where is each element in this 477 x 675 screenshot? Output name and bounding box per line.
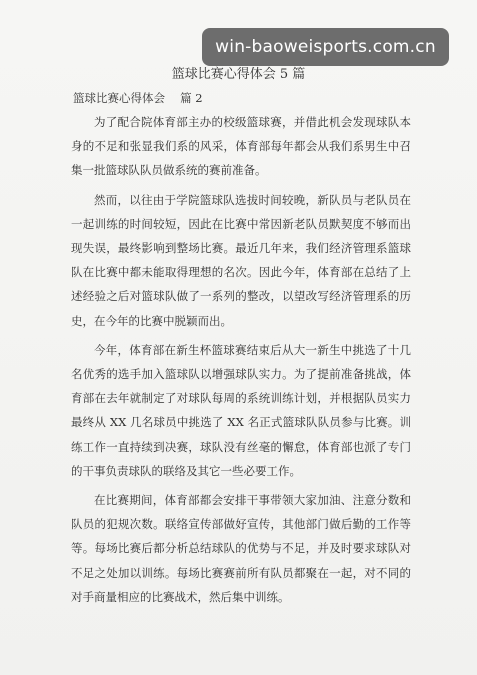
paragraph: 在比赛期间，体育部都会安排干事带领大家加油、注意分数和队员的犯规次数。联络宣传部做好宣传，其他部门做后勤的工作等等。每场比赛后都分析总结球队的优势与不足，并及时要求球队对不足之处加以训练。每场比赛赛前所有队员都聚在一起，对不同的对手商量相应的比赛战术，然后集中训练。	[71, 493, 411, 604]
paragraph: 为了配合院体育部主办的校级篮球赛，并借此机会发现球队本身的不足和张显我们系的风采，体育部每年都会从我们系男生中召集一批篮球队队员做系统的赛前准备。	[71, 115, 411, 178]
paragraph: 然而，以往由于学院篮球队选拔时间较晚，新队员与老队员在一起训练的时间较短，因此在比赛中常因新老队员默契度不够而出现失误，最终影响到整场比赛。最近几年来，我们经济管理系篮球队在比赛中都未能取得理想的名次。因此今年，体育部在总结了上述经验之后对篮球队做了一系列的整改，以望改写经济管理系的历史，在今年的比赛中脱颖而出。	[71, 192, 411, 328]
document-body	[71, 110, 411, 614]
watermark-badge: win-baoweisports.com.cn	[202, 28, 449, 66]
section-subtitle: 篮球比赛心得体会 篇 2	[73, 91, 203, 105]
paragraph: 今年，体育部在新生杯篮球赛结束后从大一新生中挑选了十几名优秀的选手加入篮球队以增强球队实力。为了提前准备挑战，体育部在去年就制定了对球队每周的系统训练计划，并根据队员实力最终从 XX 几名球员中挑选了 XX 名正式篮球队队员参与比赛。训练工作一直持续到决赛，球队没有丝毫的懈怠，体育部也派了专门的干事负责球队的联络及其它一些必要工作。	[71, 342, 411, 478]
page-title: 篮球比赛心得体会 5 篇	[171, 67, 306, 82]
